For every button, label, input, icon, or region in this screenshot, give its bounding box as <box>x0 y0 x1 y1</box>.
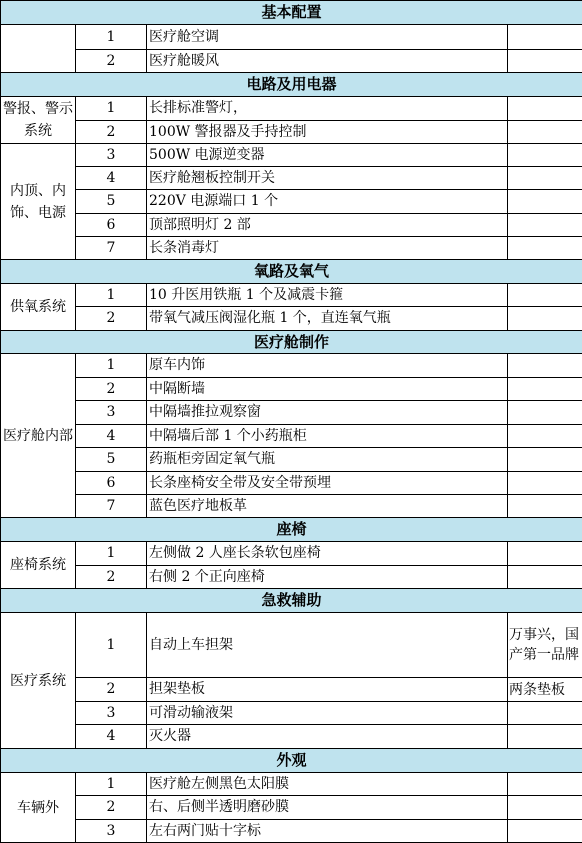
row-note: 两条垫板 <box>508 678 582 702</box>
row-note <box>508 167 582 190</box>
row-item: 500W 电源逆变器 <box>147 144 508 167</box>
section-row <box>1 589 582 613</box>
row-note <box>508 121 582 144</box>
row-number: 3 <box>76 144 147 167</box>
table-row <box>1 190 582 214</box>
row-item: 可滑动输液架 <box>147 702 508 725</box>
row-number: 1 <box>76 284 147 307</box>
row-number: 4 <box>76 725 147 749</box>
section-header-electrical: 电路及用电器 <box>1 73 582 97</box>
section-row <box>1 331 582 354</box>
row-number: 2 <box>76 307 147 331</box>
row-note <box>508 820 582 843</box>
row-number: 4 <box>76 425 147 448</box>
table-row <box>1 678 582 702</box>
row-number: 6 <box>76 214 147 237</box>
row-note <box>508 495 582 518</box>
row-note <box>508 702 582 725</box>
table-row <box>1 401 582 425</box>
row-item: 右侧 2 个正向座椅 <box>147 566 508 589</box>
row-item: 右、后侧半透明磨砂膜 <box>147 796 508 820</box>
section-header-exterior: 外观 <box>1 749 582 773</box>
table-row <box>1 448 582 472</box>
section-header-basic: 基本配置 <box>1 1 582 25</box>
section-row <box>1 749 582 773</box>
row-note <box>508 401 582 425</box>
table-row <box>1 307 582 331</box>
section-row <box>1 260 582 284</box>
table-row <box>1 773 582 796</box>
row-note <box>508 144 582 167</box>
table-row <box>1 237 582 260</box>
row-note <box>508 773 582 796</box>
row-item: 中隔墙推拉观察窗 <box>147 401 508 425</box>
table-row <box>1 354 582 378</box>
row-note <box>508 190 582 214</box>
table-row <box>1 542 582 566</box>
table-row <box>1 144 582 167</box>
table-row <box>1 725 582 749</box>
section-header-firstaid: 急救辅助 <box>1 589 582 613</box>
row-note: 万事兴，国产第一品牌 <box>508 613 582 678</box>
row-note <box>508 378 582 401</box>
row-item: 灭火器 <box>147 725 508 749</box>
row-number: 3 <box>76 401 147 425</box>
row-number: 2 <box>76 796 147 820</box>
group-cell-seats: 座椅系统 <box>1 542 76 589</box>
row-note <box>508 448 582 472</box>
row-note <box>508 50 582 73</box>
row-item: 中隔墙后部 1 个小药瓶柜 <box>147 425 508 448</box>
row-note <box>508 542 582 566</box>
table-row <box>1 472 582 495</box>
section-header-cabin: 医疗舱制作 <box>1 331 582 354</box>
row-note <box>508 796 582 820</box>
row-note <box>508 97 582 121</box>
row-item: 担架垫板 <box>147 678 508 702</box>
section-header-seats: 座椅 <box>1 518 582 542</box>
row-number: 4 <box>76 167 147 190</box>
row-item: 长排标准警灯， <box>147 97 508 121</box>
table-row <box>1 425 582 448</box>
table-row <box>1 214 582 237</box>
group-cell-oxygen: 供氧系统 <box>1 284 76 331</box>
row-note <box>508 237 582 260</box>
row-item: 中隔断墙 <box>147 378 508 401</box>
row-item: 长条消毒灯 <box>147 237 508 260</box>
row-note <box>508 472 582 495</box>
row-number: 1 <box>76 613 147 678</box>
table-row <box>1 378 582 401</box>
row-number: 7 <box>76 495 147 518</box>
section-row <box>1 1 582 25</box>
section-row <box>1 73 582 97</box>
row-item: 长条座椅安全带及安全带预埋 <box>147 472 508 495</box>
row-number: 2 <box>76 566 147 589</box>
row-item: 蓝色医疗地板革 <box>147 495 508 518</box>
row-item: 顶部照明灯 2 部 <box>147 214 508 237</box>
group-cell-alarm: 警报、警示系统 <box>1 97 76 144</box>
row-number: 7 <box>76 237 147 260</box>
row-note <box>508 425 582 448</box>
group-cell-cabin: 医疗舱内部 <box>1 354 76 518</box>
row-number: 2 <box>76 678 147 702</box>
row-item: 带氧气减压阀湿化瓶 1 个，直连氧气瓶 <box>147 307 508 331</box>
row-item: 左右两门贴十字标 <box>147 820 508 843</box>
row-item: 自动上车担架 <box>147 613 508 678</box>
row-number: 1 <box>76 773 147 796</box>
table-row <box>1 25 582 50</box>
row-number: 5 <box>76 190 147 214</box>
row-note <box>508 307 582 331</box>
section-row <box>1 518 582 542</box>
section-header-oxygen: 氧路及氧气 <box>1 260 582 284</box>
row-number: 1 <box>76 25 147 50</box>
table-row <box>1 702 582 725</box>
row-note <box>508 214 582 237</box>
group-cell-interior: 内顶、内饰、电源 <box>1 144 76 260</box>
row-note <box>508 566 582 589</box>
row-note <box>508 284 582 307</box>
row-item: 药瓶柜旁固定氧气瓶 <box>147 448 508 472</box>
row-number: 5 <box>76 448 147 472</box>
row-number: 3 <box>76 820 147 843</box>
group-cell-medical: 医疗系统 <box>1 613 76 749</box>
row-number: 6 <box>76 472 147 495</box>
row-item: 10 升医用铁瓶 1 个及减震卡箍 <box>147 284 508 307</box>
row-item: 医疗舱左侧黑色太阳膜 <box>147 773 508 796</box>
row-item: 医疗舱翘板控制开关 <box>147 167 508 190</box>
table-row <box>1 796 582 820</box>
row-number: 1 <box>76 97 147 121</box>
row-number: 1 <box>76 354 147 378</box>
row-number: 1 <box>76 542 147 566</box>
row-item: 100W 警报器及手持控制 <box>147 121 508 144</box>
table-row <box>1 566 582 589</box>
row-item: 左侧做 2 人座长条软包座椅 <box>147 542 508 566</box>
row-number: 3 <box>76 702 147 725</box>
table-row <box>1 121 582 144</box>
table-row <box>1 167 582 190</box>
row-number: 2 <box>76 378 147 401</box>
table-row <box>1 50 582 73</box>
row-number: 2 <box>76 50 147 73</box>
row-number: 2 <box>76 121 147 144</box>
row-note <box>508 354 582 378</box>
row-item: 220V 电源端口 1 个 <box>147 190 508 214</box>
group-cell-empty <box>1 25 76 73</box>
row-item: 医疗舱空调 <box>147 25 508 50</box>
group-cell-vehicle: 车辆外 <box>1 773 76 843</box>
row-note <box>508 25 582 50</box>
row-item: 医疗舱暖风 <box>147 50 508 73</box>
table-row <box>1 613 582 678</box>
table-row <box>1 284 582 307</box>
table-row <box>1 97 582 121</box>
table-row <box>1 820 582 843</box>
row-item: 原车内饰 <box>147 354 508 378</box>
row-note <box>508 725 582 749</box>
table-row <box>1 495 582 518</box>
